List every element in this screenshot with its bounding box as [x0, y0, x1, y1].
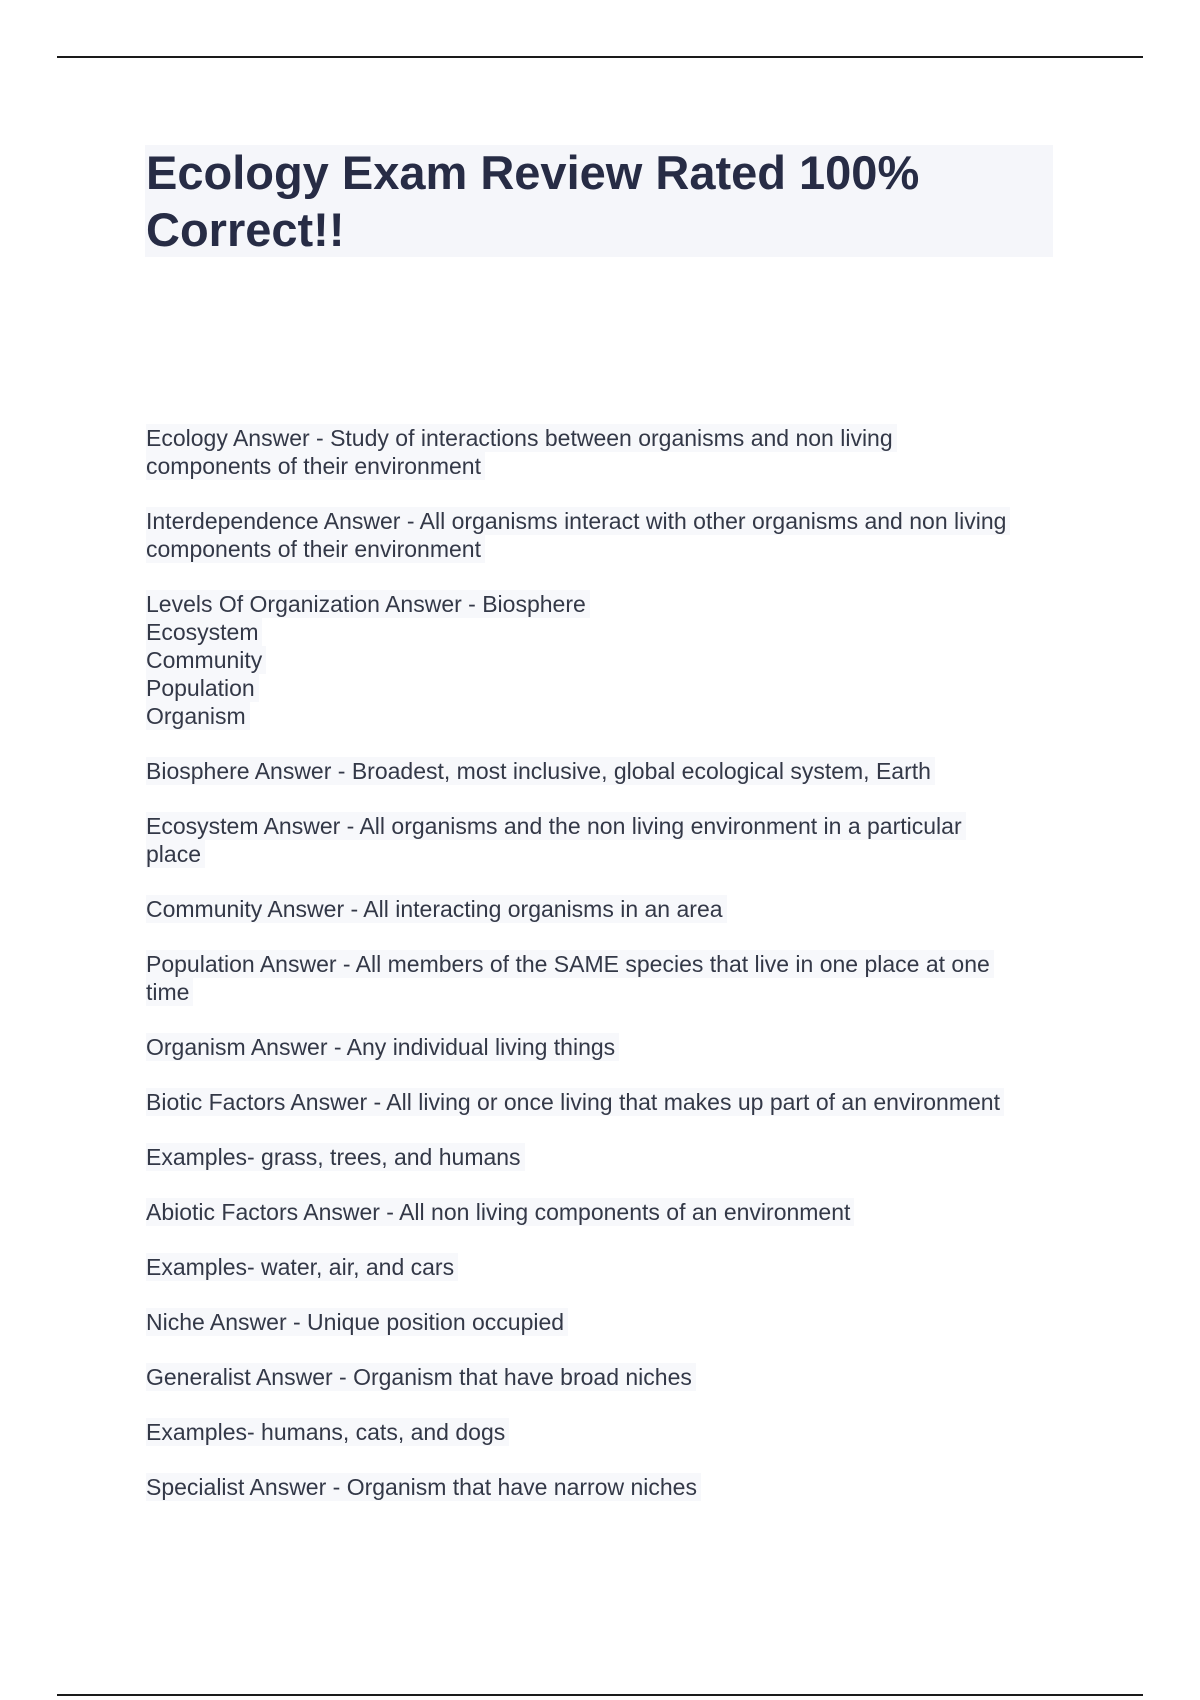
- entry-text-continued: Organism: [146, 702, 250, 730]
- entry-text-continued: components of their environment: [146, 535, 485, 563]
- qa-entry: [146, 1088, 1061, 1116]
- top-rule: [57, 56, 1143, 58]
- entry-text: Community Answer - All interacting organisms in an area: [146, 895, 727, 923]
- qa-entry: [146, 1308, 1061, 1336]
- qa-entry: [146, 1253, 1061, 1281]
- qa-entry: [146, 424, 1061, 480]
- entry-text: Biosphere Answer - Broadest, most inclusive, global ecological system, Earth: [146, 757, 935, 785]
- page-title: Ecology Exam Review Rated 100% Correct!!: [146, 146, 920, 256]
- entry-text: Population Answer - All members of the SAME species that live in one place at one: [146, 950, 994, 978]
- entry-text: Generalist Answer - Organism that have broad niches: [146, 1363, 696, 1391]
- entry-text: Abiotic Factors Answer - All non living components of an environment: [146, 1198, 854, 1226]
- qa-entry: [146, 590, 1061, 730]
- qa-entry: [146, 1033, 1061, 1061]
- entry-text: Specialist Answer - Organism that have narrow niches: [146, 1473, 701, 1501]
- qa-entry: [146, 950, 1061, 1006]
- entry-text-continued: Population: [146, 674, 259, 702]
- qa-list: [146, 424, 1061, 1528]
- entry-text-continued: Ecosystem: [146, 618, 262, 646]
- entry-text-continued: Community: [146, 646, 266, 674]
- qa-entry: [146, 757, 1061, 785]
- entry-text-continued: components of their environment: [146, 452, 485, 480]
- qa-entry: [146, 812, 1061, 868]
- qa-entry: [146, 1143, 1061, 1171]
- entry-text: Ecology Answer - Study of interactions between organisms and non living: [146, 424, 897, 452]
- entry-text: Organism Answer - Any individual living things: [146, 1033, 619, 1061]
- qa-entry: [146, 1473, 1061, 1501]
- entry-text: Examples- humans, cats, and dogs: [146, 1418, 509, 1446]
- qa-entry: [146, 1198, 1061, 1226]
- qa-entry: [146, 507, 1061, 563]
- entry-text: Niche Answer - Unique position occupied: [146, 1308, 568, 1336]
- entry-text: Interdependence Answer - All organisms interact with other organisms and non living: [146, 507, 1010, 535]
- entry-text: Examples- grass, trees, and humans: [146, 1143, 525, 1171]
- qa-entry: [146, 895, 1061, 923]
- entry-text: Biotic Factors Answer - All living or once living that makes up part of an environment: [146, 1088, 1004, 1116]
- entry-text-continued: place: [146, 840, 205, 868]
- entry-text-continued: time: [146, 978, 193, 1006]
- bottom-rule: [57, 1694, 1143, 1696]
- qa-entry: [146, 1363, 1061, 1391]
- qa-entry: [146, 1418, 1061, 1446]
- entry-text: Ecosystem Answer - All organisms and the non living environment in a particular: [146, 812, 966, 840]
- entry-text: Levels Of Organization Answer - Biosphere: [146, 590, 590, 618]
- entry-text: Examples- water, air, and cars: [146, 1253, 458, 1281]
